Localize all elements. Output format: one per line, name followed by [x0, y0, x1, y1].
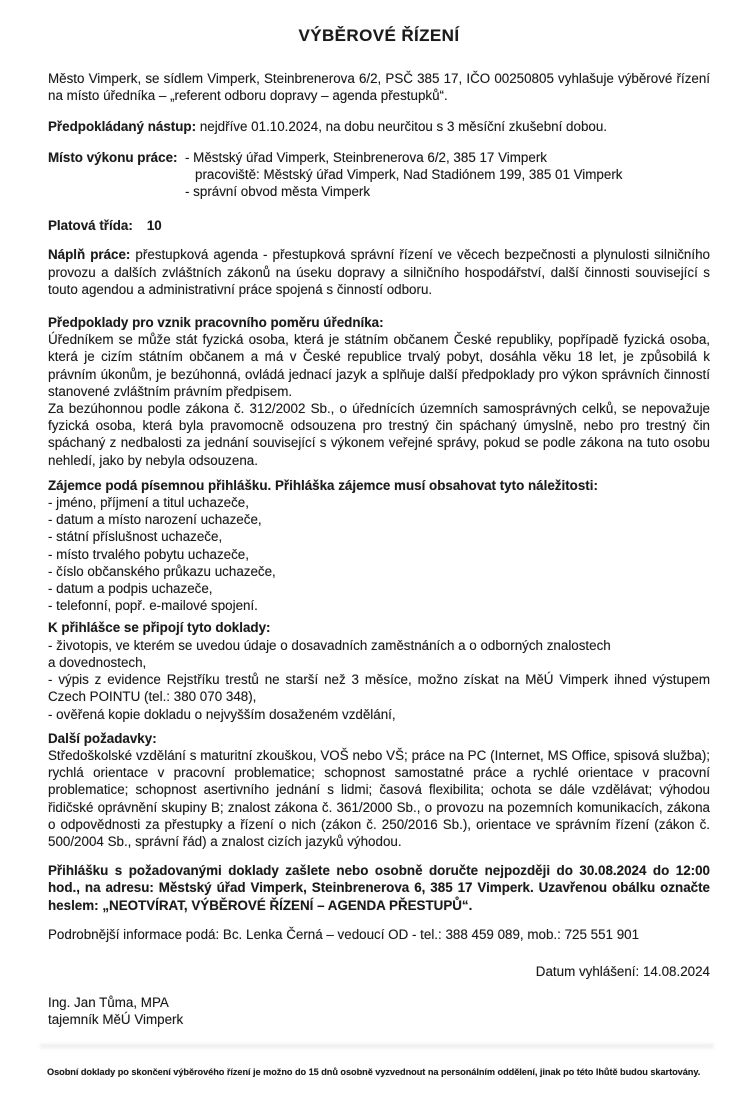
application-item-3: - státní příslušnost uchazeče,	[48, 529, 223, 545]
pay-grade-paragraph	[48, 217, 710, 234]
prerequisites-paragraph-1: Úředníkem se může stát fyzická osoba, která je státním občanem České republiky, popřípadě fyzická osoba, která je cizím státním občanem a má v České republice trvalý pobyt, dosáhla věku 18 let, je způsobilá k právním úkonům, je bezúhonná, ovládá jednací jazyk a splňuje další předpoklady pro výkon správních činností stanovené zvláštním právním předpisem.	[48, 332, 710, 399]
workplace-block	[48, 149, 710, 201]
footer-note: Osobní doklady po skončení výběrového řízení je možno do 15 dnů osobně vyzvednout na personálním oddělení, jinak po této lhůtě budou skartovány.	[47, 1067, 701, 1078]
prerequisites-section	[48, 314, 710, 469]
start-date-paragraph	[48, 118, 710, 135]
other-requirements-text: Středoškolské vzdělání s maturitní zkouškou, VOŠ nebo VŠ; práce na PC (Internet, MS Office, spisová služba); rychlá orientace v pracovní problematice; schopnost samostatné práce a rychlé orientace v pracovní problematice; schopnost asertivního jednání s lidmi; časová flexibilita; ochota se dále vzdělávat; výhodou řidičské oprávnění skupiny B; znalost zákona č. 361/2000 Sb., o provozu na pozemních komunikacích, zákona o odpovědnosti za přestupky a řízení o nich (zákon č. 250/2016 Sb.), orientace ve správním řízení (zákon č. 500/2004 Sb., správní řád) a znalost cizích jazyků výhodou.	[48, 747, 710, 849]
attachment-item-1-line-2: a dovednostech,	[48, 654, 147, 670]
announcement-date: Datum vyhlášení: 14.08.2024	[535, 963, 710, 979]
workplace-line-3: - správní obvod města Vimperk	[185, 184, 371, 200]
workplace-line-1: - Městský úřad Vimperk, Steinbrenerova 6/2, 385 17 Vimperk	[185, 149, 547, 165]
intro-paragraph: Město Vimperk, se sídlem Vimperk, Steinbrenerova 6/2, PSČ 385 17, IČO 00250805 vyhlašuje výběrové řízení na místo úředníka – „referent odboru dopravy – agenda přestupků“.	[48, 71, 710, 104]
pay-grade-label: Platová třída:	[48, 218, 133, 234]
job-description-paragraph	[48, 246, 710, 298]
signature-title: tajemník MěÚ Vimperk	[48, 1012, 184, 1028]
attachments-heading: K přihlášce se připojí tyto doklady:	[48, 620, 271, 636]
start-date-label: Předpokládaný nástup:	[48, 119, 197, 135]
prerequisites-heading: Předpoklady pro vznik pracovního poměru úředníka:	[48, 315, 384, 331]
attachment-item-1-line-1: - životopis, ve kterém se uvedou údaje o dosavadních zaměstnáních a o odborných znalostech	[48, 637, 611, 653]
pay-grade-value: 10	[146, 218, 162, 234]
start-date-text: nejdříve 01.10.2024, na dobu neurčitou s 3 měsíční zkušební dobou.	[199, 119, 608, 135]
attachments-section	[48, 619, 710, 722]
application-requirements-section	[48, 477, 710, 615]
job-description-label: Náplň práce:	[48, 247, 131, 263]
application-item-6: - datum a podpis uchazeče,	[48, 581, 213, 597]
workplace-lines	[185, 149, 622, 201]
attachment-item-3: - ověřená kopie dokladu o nejvyšším dosaženém vzdělání,	[48, 706, 396, 722]
scan-artifact-line	[40, 1044, 714, 1048]
workplace-label: Místo výkonu práce:	[48, 149, 178, 165]
submission-paragraph: Přihlášku s požadovanými doklady zašlete nebo osobně doručte nejpozději do 30.08.2024 do 12:00 hod., na adresu: Městský úřad Vimperk, Steinbrenerova 6, 385 17 Vimperk. Uzavřenou obálku označte heslem: „NEOTVÍRAT, VÝBĚROVÉ ŘÍZENÍ – AGENDA PŘESTUPŮ“.	[48, 863, 710, 913]
application-requirements-heading: Zájemce podá písemnou přihlášku. Přihláška zájemce musí obsahovat tyto náležitosti:	[48, 477, 598, 493]
application-item-1: - jméno, příjmení a titul uchazeče,	[48, 495, 249, 511]
signature-name: Ing. Jan Tůma, MPA	[48, 995, 169, 1011]
signature-block	[48, 994, 710, 1028]
page-title: VÝBĚROVÉ ŘÍZENÍ	[298, 26, 460, 45]
application-item-4: - místo trvalého pobytu uchazeče,	[48, 546, 249, 562]
attachment-item-2: - výpis z evidence Rejstříku trestů ne starší než 3 měsíce, možno získat na MěÚ Vimperk ihned výstupem Czech POINTU (tel.: 380 070 348),	[48, 672, 710, 705]
other-requirements-section	[48, 730, 710, 850]
job-description-text: přestupková agenda - přestupková správní řízení ve věcech bezpečnosti a plynulosti silničního provozu a dalších zvláštních zákonů na úseku dopravy a silničního hospodářství, další činnosti související s touto agendou a administrativní práce spojená s činností odboru.	[48, 247, 710, 297]
workplace-line-2: pracoviště: Městský úřad Vimperk, Nad Stadiónem 199, 385 01 Vimperk	[195, 166, 623, 182]
application-item-7: - telefonní, popř. e-mailové spojení.	[48, 598, 258, 614]
contact-paragraph: Podrobnější informace podá: Bc. Lenka Černá – vedoucí OD - tel.: 388 459 089, mob.: 725 551 901	[48, 926, 640, 942]
application-item-5: - číslo občanského průkazu uchazeče,	[48, 563, 276, 579]
application-item-2: - datum a místo narození uchazeče,	[48, 512, 262, 528]
prerequisites-paragraph-2: Za bezúhonnou podle zákona č. 312/2002 Sb., o úřednících územních samosprávných celků, se nepovažuje fyzická osoba, která byla pravomocně odsouzena pro trestný čin spáchaný úmyslně, nebo pro trestný čin spáchaný z nedbalosti za jednání související s výkonem veřejné správy, pokud se podle zákona na tuto osobu nehledí, jako by nebyla odsouzena.	[48, 401, 710, 468]
other-requirements-heading: Další požadavky:	[48, 730, 157, 746]
